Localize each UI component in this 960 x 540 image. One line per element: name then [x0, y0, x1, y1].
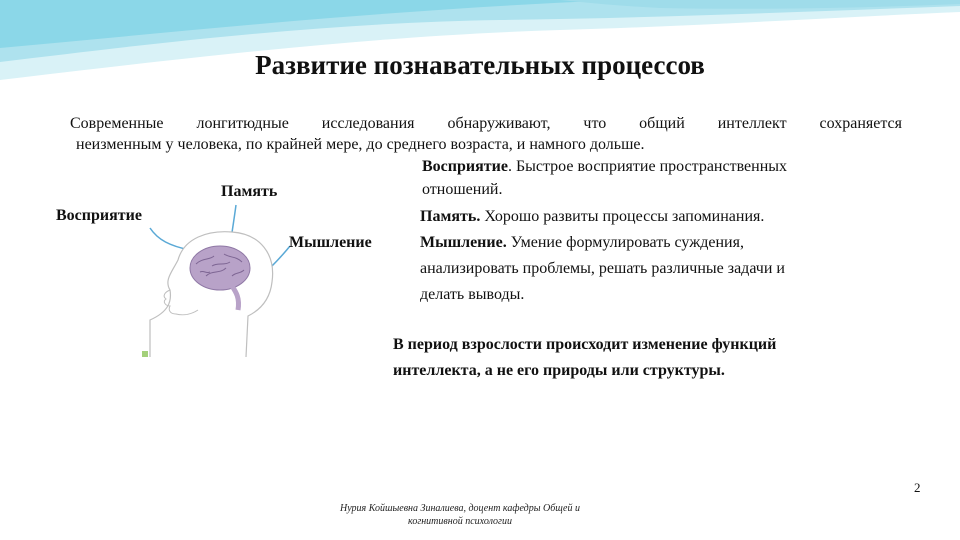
description-memory	[420, 204, 764, 230]
description-thinking-term: Мышление.	[420, 234, 507, 251]
intro-text-line1: Современные лонгитюдные исследования обнаруживают, что общий интеллект сохраняется	[70, 115, 902, 132]
description-thinking-text2: анализировать проблемы, решать различные задачи и	[420, 260, 785, 277]
head-brain-illustration	[140, 220, 290, 365]
footer-line1: Нурия Койшыевна Зиналиева, доцент кафедры Общей и	[340, 503, 580, 514]
description-memory-text: Хорошо развиты процессы запоминания.	[480, 208, 765, 225]
description-memory-term: Память.	[420, 208, 481, 225]
description-perception-text2: отношений.	[422, 181, 503, 198]
page-number: 2	[914, 480, 921, 495]
conclusion	[393, 332, 863, 384]
description-perception-text1: . Быстрое восприятие пространственных	[507, 158, 788, 175]
conclusion-line2: интеллекта, а не его природы или структуры.	[393, 362, 725, 379]
description-thinking-text1: Умение формулировать суждения,	[506, 234, 744, 251]
slide-title: Развитие познавательных процессов	[255, 50, 705, 80]
intro-text-line2: неизменным у человека, по крайней мере, до среднего возраста, и намного дольше.	[76, 136, 645, 153]
description-thinking-text3: делать выводы.	[420, 286, 525, 303]
label-thinking: Мышление	[289, 234, 372, 251]
footer-line2: когнитивной психологии	[408, 516, 512, 527]
description-thinking	[420, 230, 785, 308]
label-memory: Память	[221, 183, 278, 200]
label-perception: Восприятие	[56, 207, 142, 224]
description-perception	[422, 155, 787, 201]
conclusion-line1: В период взрослости происходит изменение функций	[393, 336, 777, 353]
footer-author	[300, 502, 620, 528]
description-perception-term: Восприятие	[422, 158, 508, 175]
